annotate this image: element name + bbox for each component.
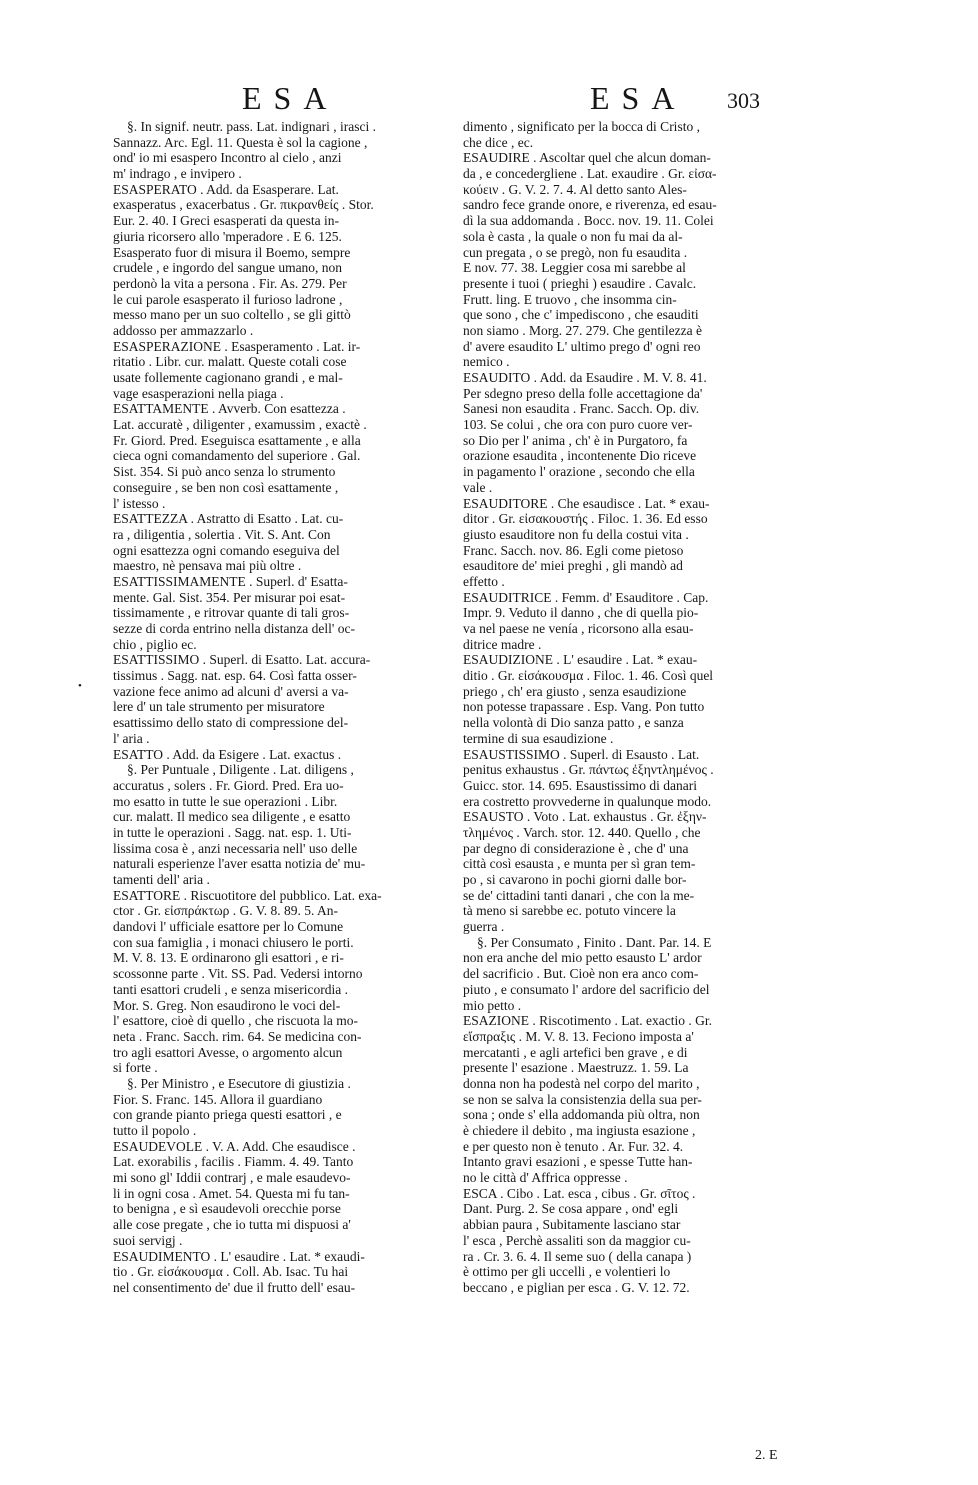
text-line: ctor . Gr. εἰσπράκτωρ . G. V. 8. 89. 5. An-: [113, 903, 339, 919]
text-line: dì la sua addomanda . Bocc. nov. 19. 11. Colei: [463, 213, 714, 229]
text-line: tà meno si sarebbe ec. potuto vincere la: [463, 903, 676, 919]
text-line: d' avere esaudito L' ultimo prego d' ogni reo: [463, 338, 701, 354]
text-line: ond' io mi esaspero Incontro al cielo , anzi: [113, 150, 342, 166]
text-line: ESAUSTISSIMO . Superl. di Esausto . Lat.: [463, 746, 700, 762]
text-line: tio . Gr. εἰσάκουσμα . Coll. Ab. Isac. Tu hai: [113, 1264, 349, 1280]
text-line: non potesse trapassare . Esp. Vang. Pon tutto: [463, 699, 705, 715]
text-line: Fr. Giord. Pred. Eseguisca esattamente , e alla: [113, 432, 361, 448]
text-line: crudele , e ingordo del sangue umano, non: [113, 260, 343, 276]
right-column: [463, 119, 808, 1296]
text-line: ditor . Gr. εἰσακουστής . Filoc. 1. 36. Ed esso: [463, 511, 708, 527]
text-line: nella volontà di Dio sanza patto , e sanza: [463, 715, 684, 731]
text-line: l' istesso .: [113, 495, 166, 511]
text-line: Sanesi non esaudita . Franc. Sacch. Op. div.: [463, 401, 700, 417]
text-line: vage esasperazioni nella piaga .: [113, 385, 284, 401]
text-line: si forte .: [113, 1060, 158, 1076]
text-line: alle cose pregate , che io tutta mi dispuosi a': [113, 1217, 351, 1233]
text-line: Mor. S. Greg. Non esaudirono le voci del-: [113, 997, 341, 1013]
text-line: ESATTEZZA . Astratto di Esatto . Lat. cu-: [113, 511, 344, 527]
text-line: ESATTO . Add. da Esigere . Lat. exactus .: [113, 746, 342, 762]
text-line: abbian paura , Subitamente lasciano star: [463, 1217, 681, 1233]
text-line: dandovi l' ufficiale esattore per lo Comune: [113, 919, 344, 935]
text-line: mo esatto in tutte le sue operazioni . Libr.: [113, 793, 338, 809]
text-line: non era anche del mio petto esausto L' ardor: [463, 950, 702, 966]
text-line: sezze di corda entrino nella distanza dell' oc-: [113, 621, 355, 636]
text-line: esauditore de' miei preghi , gli mandò ad: [463, 558, 683, 574]
text-line: lere d' un tale strumento per misuratore: [113, 699, 325, 715]
text-line: no le città d' Affrica oppresse .: [463, 1170, 628, 1186]
text-line: E nov. 77. 38. Leggier cosa mi sarebbe al: [463, 260, 686, 276]
text-line: ditio . Gr. εἰσάκουσμα . Filoc. 1. 46. Così quel: [463, 668, 714, 684]
text-line: suoi servigj .: [113, 1232, 183, 1248]
text-line: in tutte le operazioni . Sagg. nat. esp. 1. Uti-: [113, 824, 352, 840]
text-line: cur. malatt. Il medico sea diligente , e esatto: [113, 809, 351, 825]
text-line: Franc. Sacch. nov. 86. Egli come pietoso: [463, 542, 684, 558]
text-line: mio petto .: [463, 997, 522, 1013]
text-line: ritatio . Libr. cur. malatt. Queste cotali cose: [113, 354, 347, 370]
text-line: piuto , e consumato l' ardore del sacrificio del: [463, 981, 710, 997]
text-line: sona ; onde s' ella addomanda più oltra, non: [463, 1107, 700, 1123]
catchword: 2. E: [755, 1448, 778, 1463]
text-line: ESAZIONE . Riscotimento . Lat. exactio . Gr.: [463, 1013, 712, 1029]
text-line: vale .: [463, 479, 493, 495]
text-line: presente l' esazione . Maestruzz. 1. 59. La: [463, 1060, 689, 1076]
text-line: M. V. 8. 13. E ordinarono gli esattori , e ri-: [113, 950, 344, 966]
text-line: ESATTISSIMAMENTE . Superl. d' Esatta-: [113, 573, 348, 589]
text-line: Dant. Purg. 2. Se cosa appare , ond' egli: [463, 1201, 679, 1217]
text-line: con grande pianto priega questi esattori , e: [113, 1107, 342, 1123]
text-line: beccano , e piglian per esca . G. V. 12. 72.: [463, 1279, 690, 1295]
text-line: era costretto provvederne in qualunque modo.: [463, 793, 712, 809]
text-line: l' esca , Perchè assaliti son da maggior cu-: [463, 1232, 691, 1248]
text-line: termine di sua esaudizione .: [463, 730, 614, 746]
text-line: tro agli esattori Avesse, o argomento alcun: [113, 1044, 343, 1060]
text-line: città così esausta , e munta per sì gran tem-: [463, 856, 696, 872]
text-line: è chiedere il debito , ma ingiusta esazione ,: [463, 1123, 696, 1138]
text-line: ESATTAMENTE . Avverb. Con esattezza .: [113, 401, 346, 417]
text-line: Lat. accuratè , diligenter , examussim , exactè .: [113, 417, 367, 433]
text-line: Intanto gravi esazioni , e spesse Tutte han-: [463, 1154, 693, 1170]
text-line: naturali esperienze l'aver esatta notizia de' mu-: [113, 856, 366, 872]
text-line: chio , piglio ec.: [113, 636, 197, 652]
text-line: addosso per ammazzarlo .: [113, 322, 254, 338]
text-line: ESAUSTO . Voto . Lat. exhaustus . Gr. ἐξην-: [463, 809, 707, 825]
text-line: tissimamente , e ritrovar quante di tali gros-: [113, 605, 350, 621]
text-line: Per sdegno preso della folle accettagione da': [463, 385, 703, 401]
text-line: Lat. exorabilis , facilis . Fiamm. 4. 49. Tanto: [113, 1154, 354, 1170]
text-line: ditrice madre .: [463, 636, 542, 652]
text-line: §. Per Puntuale , Diligente . Lat. diligens ,: [127, 762, 354, 778]
text-line: §. Per Ministro , e Esecutore di giustizia .: [127, 1075, 351, 1091]
text-line: tamenti dell' aria .: [113, 872, 210, 887]
text-line: Sist. 354. Si può anco senza lo strumento: [113, 464, 336, 480]
left-column: [113, 119, 453, 1296]
margin-mark: •: [78, 680, 82, 692]
text-line: scossonne parte . Vit. SS. Pad. Vedersi intorno: [113, 966, 363, 982]
text-line: giusto esauditore non fu della costui vita .: [463, 526, 689, 542]
text-line: giuria ricorsero allo 'mperadore . E 6. 125.: [113, 228, 342, 244]
running-head-right: ESA: [590, 80, 687, 116]
text-line: priego , ch' era giusto , senza esaudizione: [463, 683, 687, 699]
text-line: exasperatus , exacerbatus . Gr. πικρανθείς . Stor.: [113, 197, 374, 213]
text-line: l' esattore, cioè di quello , che riscuota la mo-: [113, 1013, 358, 1029]
text-line: va nel paese ne venía , ricorsono alla esau-: [463, 621, 694, 636]
text-line: accuratus , solers . Fr. Giord. Pred. Era uo-: [113, 777, 344, 793]
text-line: ESCA . Cibo . Lat. esca , cibus . Gr. σῖτος .: [463, 1185, 696, 1201]
text-line: se non se salva la consistenzia della sua per-: [463, 1091, 702, 1107]
text-line: to benigna , e sì esaudevoli orecchie porse: [113, 1201, 341, 1217]
text-line: sandro fece grande onore, e riverenza, ed esau-: [463, 197, 717, 213]
text-line: tutto il popolo .: [113, 1123, 197, 1138]
text-line: penitus exhaustus . Gr. πάντως ἐξηντλημένος .: [463, 762, 714, 778]
text-line: effetto .: [463, 573, 505, 589]
text-line: conseguire , se ben non così esattamente ,: [113, 479, 339, 495]
text-line: Guicc. stor. 14. 695. Esaustissimo di danari: [463, 777, 697, 793]
text-line: Esasperato fuor di misura il Boemo, sempre: [113, 244, 351, 260]
text-line: ra . Cr. 3. 6. 4. Il seme suo ( della canapa ): [463, 1248, 692, 1264]
text-line: con sua famiglia , i monaci chiusero le porti.: [113, 934, 354, 950]
text-line: m' indrago , e invipero .: [113, 166, 242, 182]
text-line: esattissimo dello stato di compressione del-: [113, 715, 349, 731]
text-line: donna non ha podestà nel corpo del marito ,: [463, 1075, 700, 1091]
text-line: perdonò la vita a persona . Fir. As. 279. Per: [113, 275, 347, 291]
text-line: Fior. S. Franc. 145. Allora il guardiano: [113, 1091, 323, 1107]
text-line: ESAUDEVOLE . V. A. Add. Che esaudisce .: [113, 1138, 356, 1154]
text-line: tissimus . Sagg. nat. esp. 64. Così fatta osser-: [113, 668, 357, 684]
text-line: orazione esaudita , incontenente Dio riceve: [463, 448, 697, 464]
text-line: vazione fece animo ad alcuni d' aversi a va-: [113, 683, 349, 699]
text-line: ESAUDITO . Add. da Esaudire . M. V. 8. 41.: [463, 370, 707, 385]
text-line: Frutt. ling. E truovo , che insomma cin-: [463, 291, 677, 307]
text-line: ESAUDIMENTO . L' esaudire . Lat. * exaudi-: [113, 1248, 365, 1264]
text-line: nel consentimento de' due il frutto dell' esau-: [113, 1279, 356, 1295]
text-line: guerra .: [463, 919, 505, 935]
text-line: e per questo non è tenuto . Ar. Fur. 32. 4.: [463, 1138, 684, 1154]
text-line: le cui parole esasperato il furioso ladrone ,: [113, 291, 343, 307]
text-line: §. In signif. neutr. pass. Lat. indignari , irasci .: [127, 119, 376, 134]
text-line: mercatanti , e agli artefici ben grave , e di: [463, 1044, 688, 1060]
text-line: dimento , significato per la bocca di Cristo ,: [463, 119, 700, 134]
text-line: del sacrificio . But. Cioè non era anco com-: [463, 966, 699, 982]
text-line: 103. Se colui , che ora con puro cuore ver-: [463, 417, 693, 433]
text-line: ESAUDIZIONE . L' esaudire . Lat. * exau-: [463, 652, 698, 668]
text-line: in pagamento l' orazione , secondo che ella: [463, 464, 695, 480]
text-line: κούειν . G. V. 2. 7. 4. Al detto santo Ales-: [463, 181, 687, 197]
text-line: è ottimo per gli uccelli , e volentieri lo: [463, 1264, 671, 1280]
text-line: non siamo . Morg. 27. 279. Che gentilezza è: [463, 322, 702, 338]
text-line: cun pregata , o se pregò, non fu esaudita .: [463, 244, 688, 260]
text-line: maestro, nè pensava mai più oltre .: [113, 558, 302, 574]
text-line: neta . Franc. Sacch. rim. 64. Se medicina con-: [113, 1028, 362, 1044]
text-line: mente. Gal. Sist. 354. Per misurar poi esat-: [113, 589, 346, 605]
page-number: 303: [727, 88, 760, 113]
text-line: §. Per Consumato , Finito . Dant. Par. 14. E: [477, 934, 712, 950]
text-line: presente i tuoi ( prieghi ) esaudire . Cavalc.: [463, 275, 697, 291]
text-line: usate follemente cagionano grandi , e mal-: [113, 370, 343, 385]
text-line: se de' cittadini tanti danari , che con la me-: [463, 887, 695, 903]
text-line: ESATTORE . Riscuotitore del pubblico. Lat. exa-: [113, 887, 382, 903]
text-line: nemico .: [463, 354, 510, 370]
text-line: par degno di considerazione è , che d' una: [463, 840, 689, 856]
text-line: tanti esattori crudeli , e senza misericordia .: [113, 981, 349, 997]
text-line: so Dio per l' anima , ch' è in Purgatoro, fa: [463, 432, 688, 448]
running-head-left: ESA: [242, 80, 339, 116]
text-line: che dice , ec.: [463, 134, 534, 150]
text-line: li in ogni cosa . Amet. 54. Questa mi fu tan-: [113, 1185, 350, 1201]
text-line: l' aria .: [113, 730, 150, 746]
text-line: ESAUDIRE . Ascoltar quel che alcun doman-: [463, 150, 711, 166]
text-line: ESASPERATO . Add. da Esasperare. Lat.: [113, 181, 339, 197]
text-line: ESASPERAZIONE . Esasperamento . Lat. ir-: [113, 338, 361, 354]
text-line: que sono , che c' impediscono , che esauditi: [463, 307, 699, 323]
text-line: Sannazz. Arc. Egl. 11. Questa è sol la cagione ,: [113, 134, 368, 150]
text-line: τλημένος . Varch. stor. 12. 440. Quello , che: [463, 824, 701, 840]
text-line: ogni esattezza ogni comando eseguiva del: [113, 542, 340, 558]
text-line: da , e concedergliene . Lat. exaudire . Gr. εἰσα-: [463, 166, 717, 182]
text-line: cieca ogni comandamento del superiore . Gal.: [113, 448, 361, 464]
text-line: εἴσπραξις . M. V. 8. 13. Feciono imposta a': [463, 1028, 694, 1044]
text-line: ESATTISSIMO . Superl. di Esatto. Lat. accura-: [113, 652, 371, 668]
text-line: Eur. 2. 40. I Greci esasperati da questa in-: [113, 213, 340, 229]
text-line: ra , diligentia , solertia . Vit. S. Ant. Con: [113, 526, 331, 542]
text-line: sola è casta , la quale o non fu mai da al-: [463, 228, 683, 244]
text-line: lissima cosa è , anzi necessaria nell' uso delle: [113, 840, 358, 856]
text-line: po , si cavarono in pochi giorni dalle bor-: [463, 872, 687, 887]
text-line: ESAUDITRICE . Femm. d' Esauditore . Cap.: [463, 589, 709, 605]
text-line: mi sono gl' Iddii contrarj , e male esaudevo-: [113, 1170, 351, 1186]
text-line: Impr. 9. Veduto il danno , che di quella pio-: [463, 605, 699, 621]
text-line: messo mano per un suo coltello , se gli gittò: [113, 307, 351, 323]
text-line: ESAUDITORE . Che esaudisce . Lat. * exau-: [463, 495, 710, 511]
